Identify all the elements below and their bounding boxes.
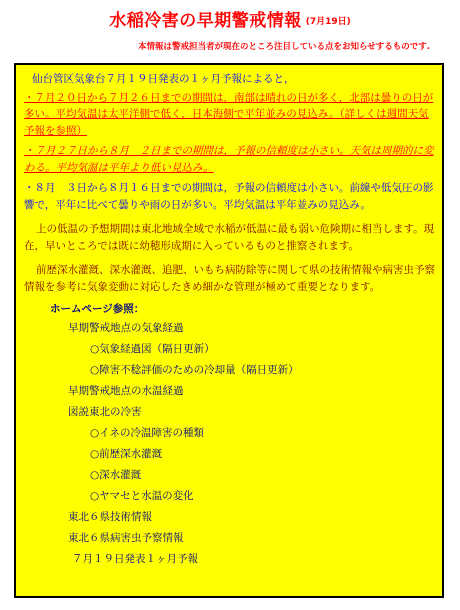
page-subtitle: 本情報は警戒担当者が現在のところ注目している点をお知らせするものです. — [138, 42, 430, 52]
risk-analysis: 上の低温の予想期間は東北地域全域で水稲が低温に最も弱い危険期に相当します。現在，早いところでは既に幼穂形成期に入っているものと推察されます。 — [24, 223, 435, 252]
homepage-link-item — [24, 528, 436, 549]
spacer — [24, 213, 436, 221]
homepage-link-item — [24, 339, 436, 360]
homepage-link-item — [24, 381, 436, 402]
homepage-link-item — [24, 423, 436, 444]
homepage-link[interactable]: ○気象経過図（隔日更新） — [90, 342, 215, 355]
forecast-period-2: ・７月２７日から８月 ２日までの期間は，予報の信頼度は小さい。天気は周期的に変わる。平均気温は平年より低い見込み。 — [24, 145, 434, 174]
homepage-link[interactable]: 図説東北の冷害 — [68, 405, 142, 418]
homepage-link[interactable]: 東北６県技術情報 — [68, 510, 152, 523]
forecast-period-3: ・８月 ３日から８月１６日までの期間は，予報の信頼度は小さい。前線や低気圧の影響で，平年に比べて曇りや雨の日が多い。平均気温は平年並みの見込み。 — [24, 182, 434, 211]
homepage-link-item — [24, 318, 436, 339]
homepage-link-item — [24, 507, 436, 528]
homepage-link-item — [24, 465, 436, 486]
homepage-link[interactable]: ○イネの冷温障害の種類 — [90, 426, 205, 439]
bulletin-content — [24, 71, 436, 570]
forecast-period-1: ・７月２０日から７月２６日までの期間は，南部は晴れの日が多く，北部は曇りの日が多い。平均気温は太平洋側で低く，日本海側で平年並みの見込み。（詳しくは週間天気予報を参照） — [24, 91, 434, 137]
homepage-link-item — [24, 360, 436, 381]
homepage-link-list — [24, 318, 436, 570]
page-title-text: 水稲冷害の早期警戒情報 — [109, 11, 302, 31]
homepage-link[interactable]: 早期警戒地点の気象経過 — [68, 321, 184, 334]
homepage-link[interactable]: ○深水灌漑 — [90, 468, 142, 481]
homepage-link[interactable]: ○前歴深水灌漑 — [90, 447, 163, 460]
page-title-date: (7月19日) — [305, 17, 351, 27]
homepage-link[interactable]: ７月１９日発表１ヶ月予報 — [72, 552, 198, 565]
homepage-link[interactable]: ○障害不稔評価のための冷却量（隔日更新） — [90, 363, 299, 376]
bulletin-box — [14, 63, 444, 598]
management-advice: 前歴深水灌漑、深水灌漑、追肥、いもち病防除等に関して県の技術情報や病害虫予察情報を参考に気象変動に対応したきめ細かな管理が極めて重要となります。 — [24, 264, 435, 293]
homepage-link-item — [24, 402, 436, 423]
homepage-link-item — [24, 486, 436, 507]
spacer — [24, 254, 436, 262]
homepage-link-item — [24, 549, 436, 570]
homepage-link[interactable]: ○ヤマセと水温の変化 — [90, 489, 194, 502]
forecast-intro: 仙台管区気象台７月１９日発表の１ヶ月予報によると， — [32, 73, 295, 85]
homepage-reference-heading: ホームページ参照： — [50, 303, 145, 315]
homepage-link-item — [24, 444, 436, 465]
page-title — [0, 6, 460, 31]
homepage-link[interactable]: 早期警戒地点の水温経過 — [68, 384, 184, 397]
homepage-link[interactable]: 東北６県病害虫予察情報 — [68, 531, 184, 544]
